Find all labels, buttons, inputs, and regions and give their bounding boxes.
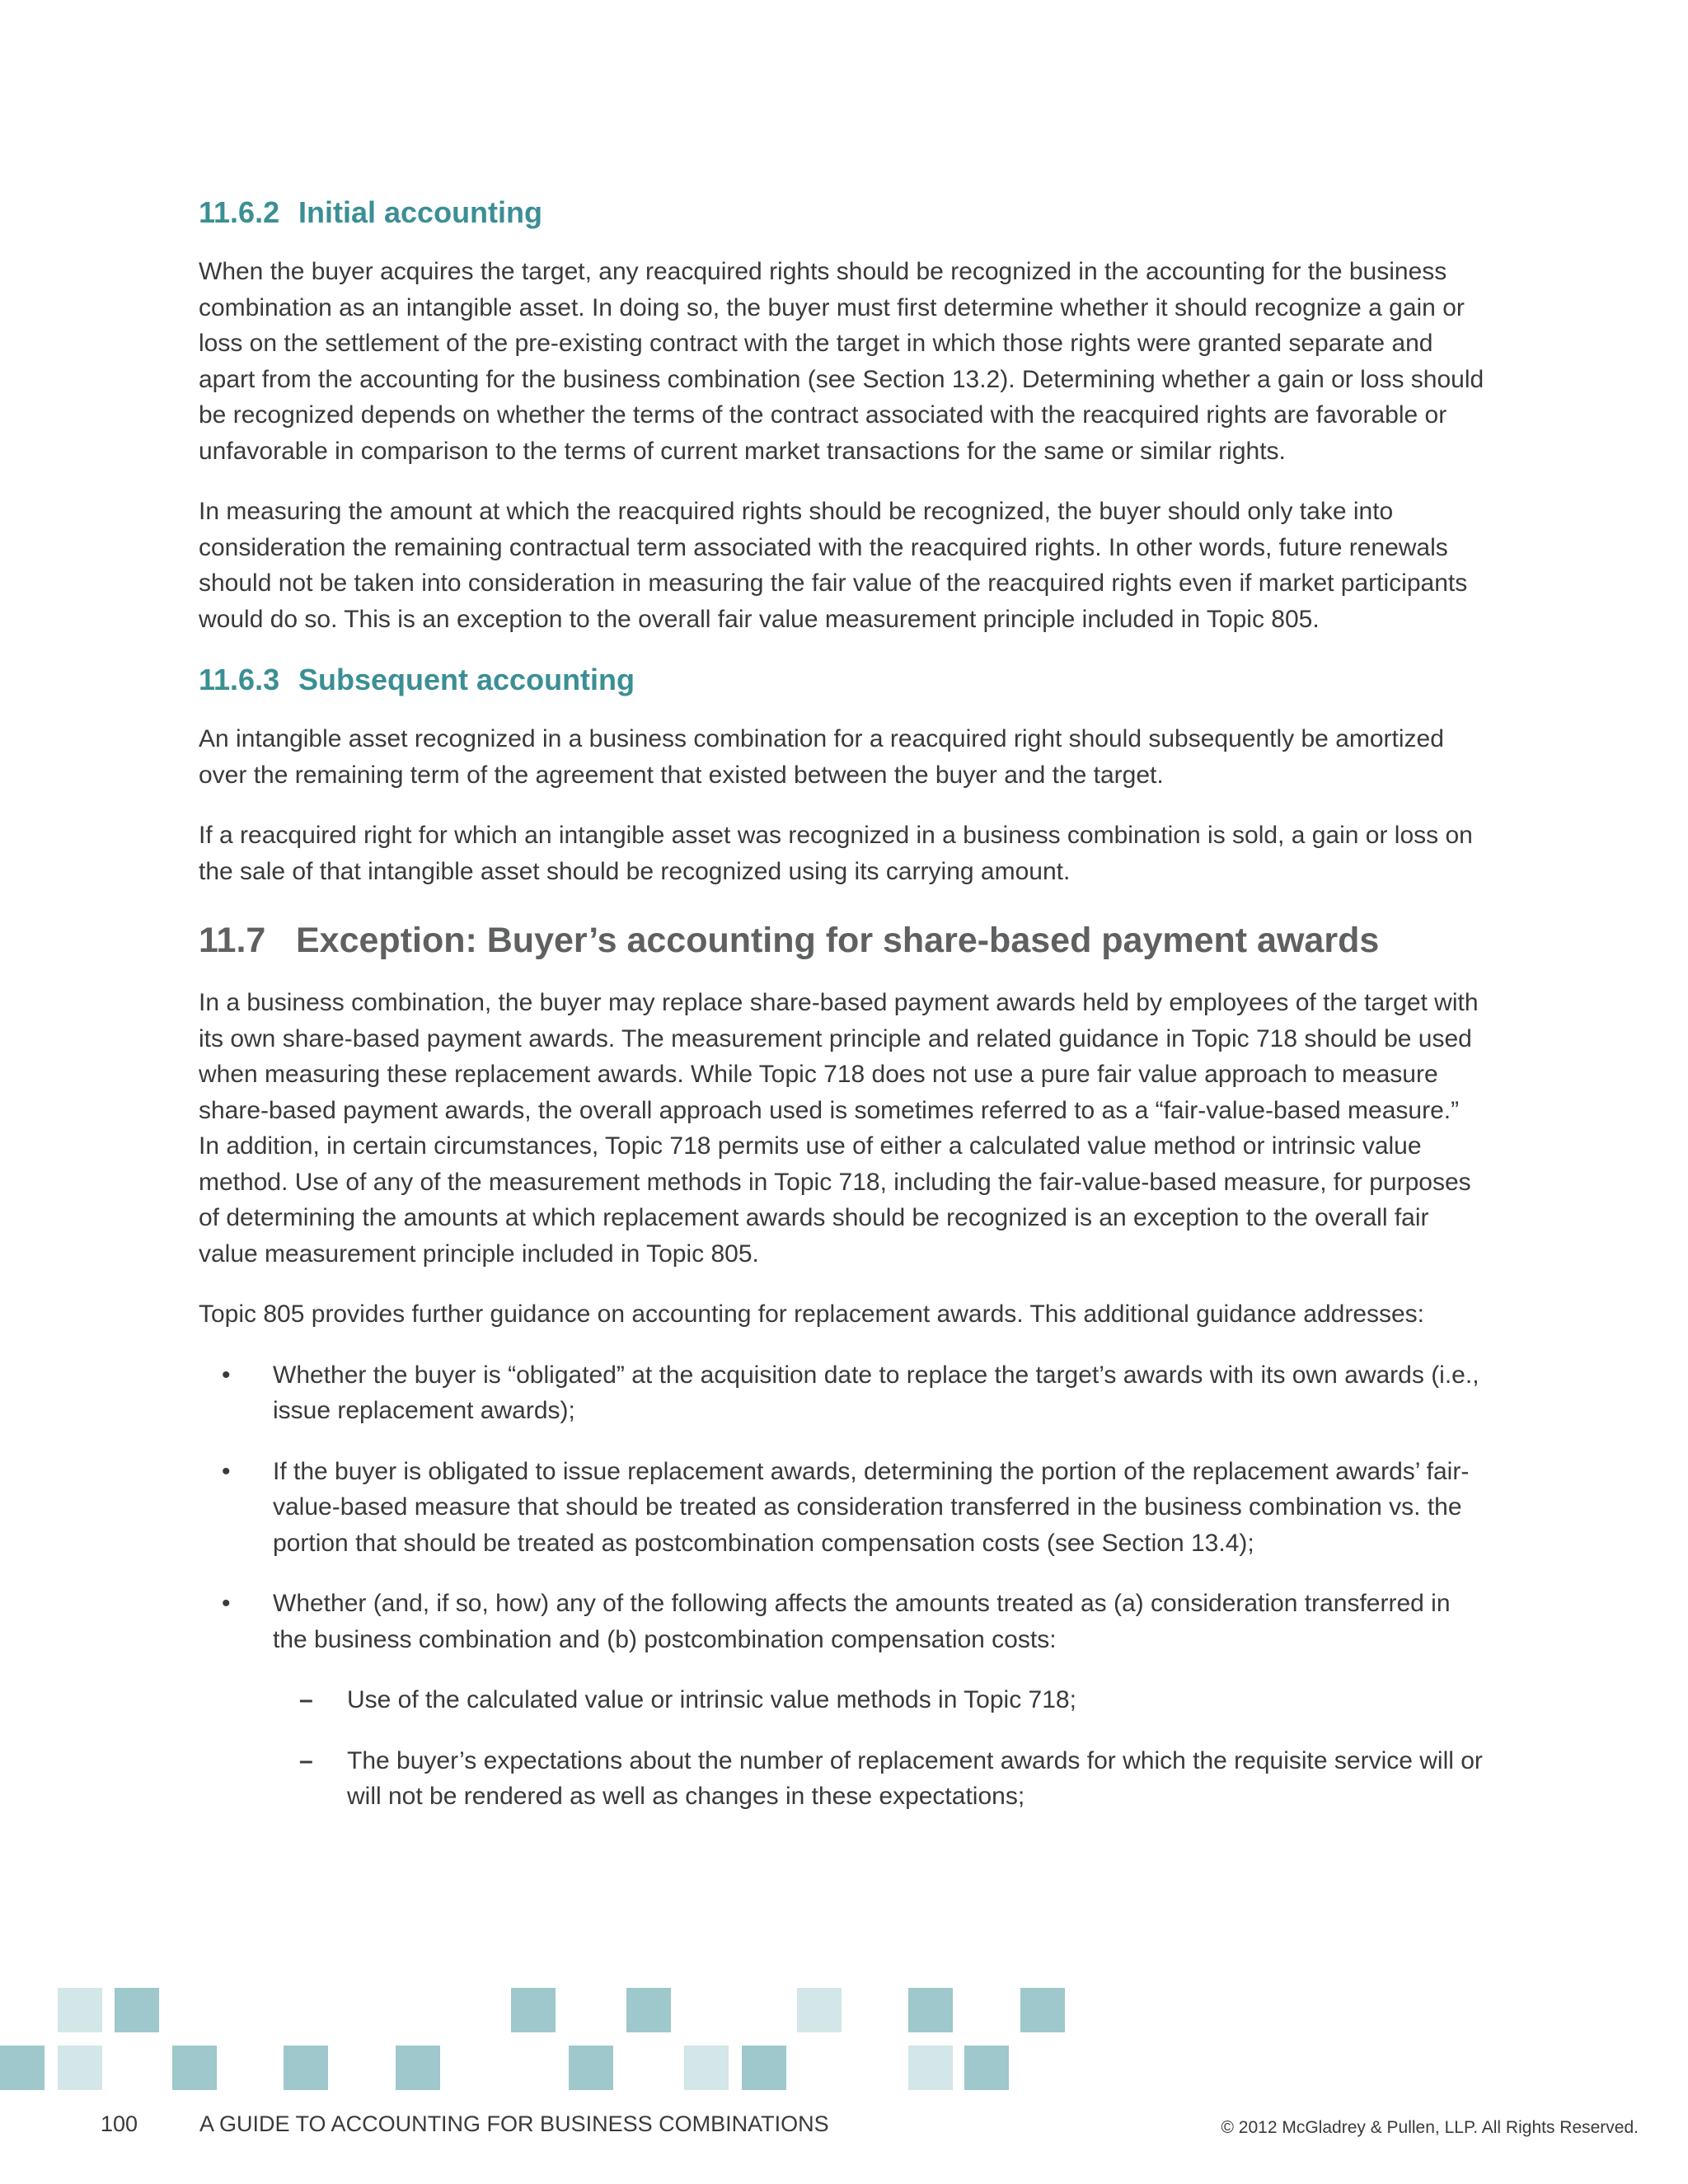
section-number: 11.7 (199, 921, 266, 960)
section-title: Initial accounting (298, 195, 543, 229)
list-item (199, 1357, 1484, 1429)
list-item (199, 1586, 1484, 1657)
section-title: Exception: Buyer’s accounting for share-based payment awards (296, 921, 1380, 960)
decor-square (908, 1988, 953, 2032)
decor-square (1020, 1988, 1065, 2032)
decor-square (58, 1988, 102, 2032)
sub-list-item (199, 1682, 1484, 1718)
page-content (199, 194, 1484, 1840)
bullet-marker: • (222, 1457, 231, 1485)
list-item-text: Whether the buyer is “obligated” at the acquisition date to replace the target’s awards with its own awards (i.e., issue replacement awards); (273, 1361, 1479, 1424)
decor-square (115, 1988, 159, 2032)
list-item-text: If the buyer is obligated to issue replacement awards, determining the portion of the replacement awards’ fair-value-based measure that should be treated as consideration transferred in the business combination vs. the portion that should be treated as postcombination compensation costs (see Section 13.4); (273, 1457, 1470, 1557)
section-heading-11-6-2 (199, 194, 1484, 231)
section-heading-11-7 (199, 919, 1484, 962)
decor-square (58, 2046, 102, 2090)
paragraph: Topic 805 provides further guidance on accounting for replacement awards. This additional guidance addresses: (199, 1301, 1425, 1328)
decor-square (396, 2046, 440, 2090)
section-number: 11.6.3 (199, 663, 280, 696)
footer-left (101, 2111, 829, 2137)
sub-bullet-list (199, 1682, 1484, 1815)
bullet-marker: • (222, 1361, 231, 1389)
bullet-list (199, 1357, 1484, 1658)
sub-list-item-text: Use of the calculated value or intrinsic value methods in Topic 718; (347, 1686, 1076, 1713)
list-item-text: Whether (and, if so, how) any of the following affects the amounts treated as (a) consideration transferred in the business combination and (b) postcombination compensation costs: (273, 1590, 1451, 1653)
paragraph: In a business combination, the buyer may replace share-based payment awards held by employees of the target with its own share-based payment awards. The measurement principle and related guidance in Topic 718 should be used when measuring these replacement awards. While Topic 718 does not use a pure fair value approach to measure share-based payment awards, the overall approach used is sometimes referred to as a “fair-value-based measure.” In addition, in certain circumstances, Topic 718 permits use of either a calculated value method or intrinsic value method. Use of any of the measurement methods in Topic 718, including the fair-value-based measure, for purposes of determining the amounts at which replacement awards should be recognized is an exception to the overall fair value measurement principle included in Topic 805. (199, 989, 1479, 1268)
page-number: 100 (101, 2111, 138, 2136)
list-item (199, 1454, 1484, 1562)
decor-square (797, 1988, 842, 2032)
decor-square (0, 2046, 45, 2090)
paragraph: In measuring the amount at which the reacquired rights should be recognized, the buyer should only take into consideration the remaining contractual term associated with the reacquired rights. In other words, future renewals should not be taken into consideration in measuring the fair value of the reacquired rights even if market participants would do so. This is an exception to the overall fair value measurement principle included in Topic 805. (199, 498, 1468, 633)
book-title: A GUIDE TO ACCOUNTING FOR BUSINESS COMBINATIONS (199, 2111, 829, 2136)
decor-square (684, 2046, 729, 2090)
sub-list-item (199, 1743, 1484, 1815)
decor-square (626, 1988, 671, 2032)
paragraph: If a reacquired right for which an intangible asset was recognized in a business combination is sold, a gain or loss on the sale of that intangible asset should be recognized using its carrying amount. (199, 822, 1473, 885)
section-number: 11.6.2 (199, 195, 280, 229)
section-title: Subsequent accounting (298, 663, 635, 696)
decor-square (569, 2046, 613, 2090)
dash-marker: – (299, 1686, 313, 1713)
paragraph: When the buyer acquires the target, any reacquired rights should be recognized in the accounting for the business combination as an intangible asset. In doing so, the buyer must first determine whether it should recognize a gain or loss on the settlement of the pre-existing contract with the target in which those rights were granted separate and apart from the accounting for the business combination (see Section 13.2). Determining whether a gain or loss should be recognized depends on whether the terms of the contract associated with the reacquired rights are favorable or unfavorable in comparison to the terms of current market transactions for the same or similar rights. (199, 258, 1484, 465)
bullet-marker: • (222, 1590, 231, 1617)
sub-list-item-text: The buyer’s expectations about the number of replacement awards for which the requisite service will or will not be rendered as well as changes in these expectations; (347, 1746, 1483, 1810)
decor-square (908, 2046, 953, 2090)
decor-square (172, 2046, 217, 2090)
section-heading-11-6-3 (199, 662, 1484, 698)
decor-square (964, 2046, 1009, 2090)
paragraph: An intangible asset recognized in a business combination for a reacquired right should subsequently be amortized over the remaining term of the agreement that existed between the buyer and the target. (199, 725, 1444, 789)
decor-square (511, 1988, 556, 2032)
decor-square (742, 2046, 786, 2090)
copyright-notice: © 2012 McGladrey & Pullen, LLP. All Rights Reserved. (1221, 2118, 1639, 2137)
decor-square (284, 2046, 328, 2090)
dash-marker: – (299, 1746, 313, 1774)
